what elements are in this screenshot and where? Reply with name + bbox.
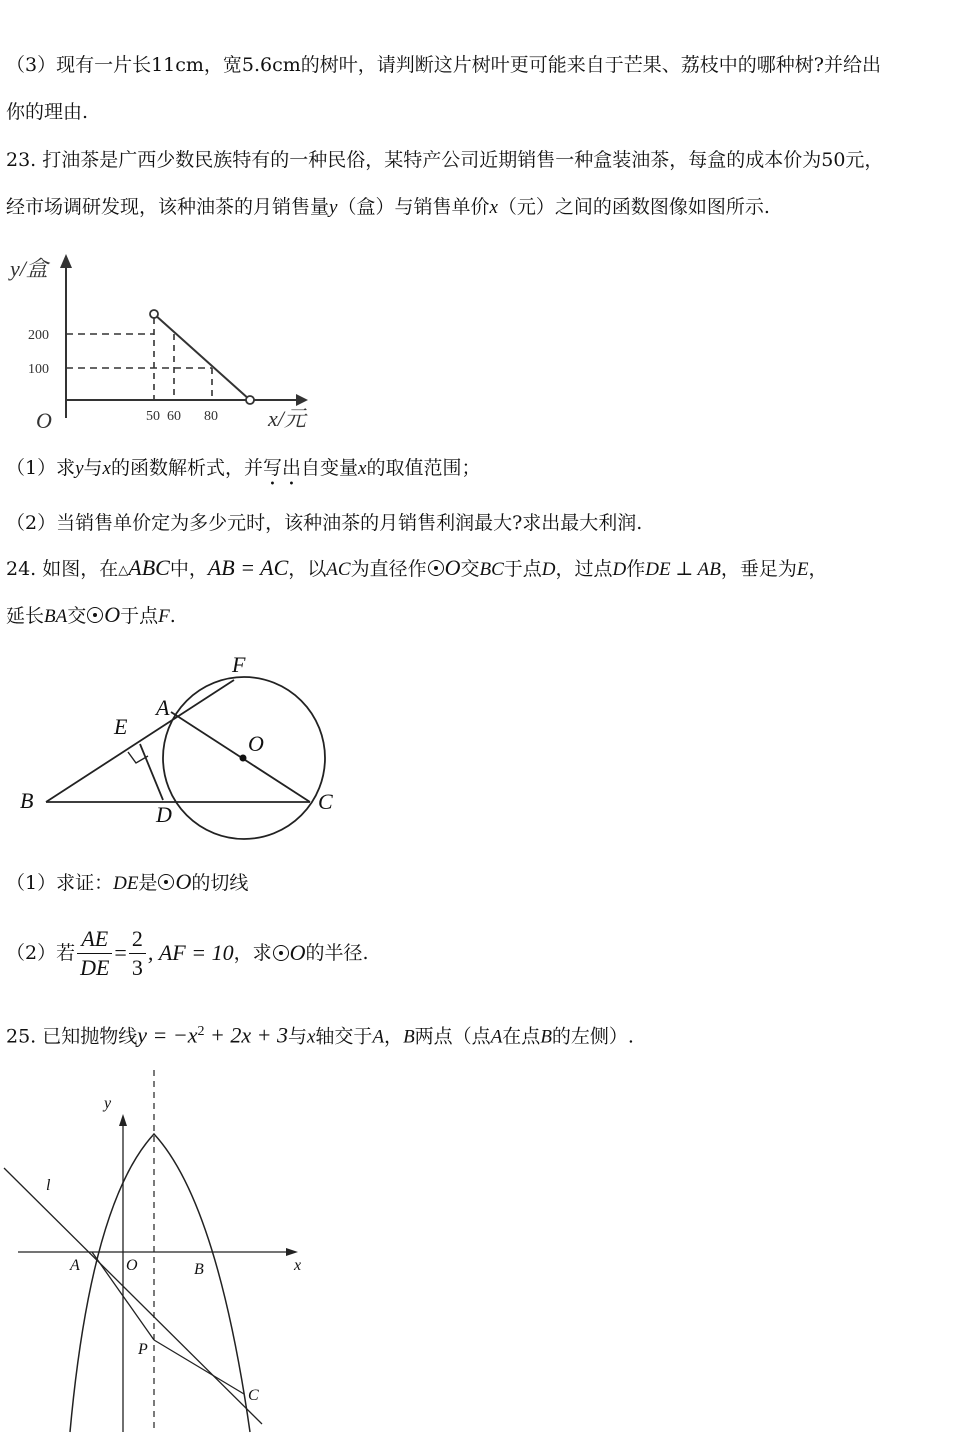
y-axis-arrow — [119, 1114, 127, 1126]
q24-part1: （1）求证：DE是 O的切线 — [6, 869, 249, 894]
label-c: C — [248, 1387, 259, 1404]
y-axis-label: y/盒 — [10, 256, 48, 281]
q23-stem-line2: 经市场调研发现，该种油茶的月销售量y（盒）与销售单价x（元）之间的函数图像如图所示. — [6, 196, 770, 218]
circle-o-symbol — [158, 874, 174, 890]
open-endpoint-start — [150, 310, 158, 318]
q24-part2: （2）若 $\frac{AE}{DE}$ = $\frac{2}{3}$ , AF = 10，求 O的半径. — [6, 925, 369, 980]
parabola-curve — [70, 1134, 250, 1432]
x-axis-label: x/元 — [268, 406, 306, 431]
label-y: y — [104, 1095, 112, 1112]
label-a: A — [156, 695, 170, 720]
origin-label: O — [36, 408, 52, 433]
label-c: C — [318, 789, 333, 814]
y-tick-200: 200 — [28, 328, 49, 343]
y-tick-100: 100 — [28, 362, 49, 377]
open-endpoint-end — [246, 396, 254, 404]
segment-pc — [154, 1340, 244, 1394]
label-a: A — [70, 1257, 80, 1274]
x-axis-arrow — [286, 1248, 298, 1256]
label-b: B — [194, 1261, 204, 1278]
center-dot — [240, 755, 247, 762]
segment-de — [140, 744, 163, 800]
q22-part3-line1: （3）现有一片长11cm，宽5.6cm的树叶，请判断这片树叶更可能来自于芒果、荔枝中的哪种树?并给出 — [6, 54, 881, 76]
x-tick-80: 80 — [204, 409, 218, 424]
fraction-ae-de: $\frac{AE}{DE}$ — [77, 925, 112, 982]
segment-bf — [46, 680, 234, 802]
x-tick-60: 60 — [167, 409, 181, 424]
y-axis-arrow — [60, 254, 72, 268]
fraction-2-3: $\frac{2}{3}$ — [129, 925, 146, 982]
label-e: E — [114, 714, 128, 739]
label-l: l — [46, 1177, 51, 1194]
label-o: O — [248, 731, 264, 756]
x-tick-50: 50 — [146, 409, 160, 424]
label-b: B — [20, 788, 34, 813]
circle-o-symbol — [273, 945, 289, 961]
label-x: x — [294, 1257, 302, 1274]
q24-figure — [6, 648, 346, 848]
q25-stem: 25. 已知抛物线$y = -x^2 + 2x + 3$与x轴交于A，B两点（点A在点B的左侧）. — [6, 1022, 634, 1048]
circle-o-symbol — [428, 560, 444, 576]
line-l — [4, 1168, 262, 1424]
x-axis-arrow — [296, 394, 308, 406]
q24-stem-line1: 24. 如图，在△ABC中，AB = AC，以AC为直径作 O交BC于点D，过点D作DE ⊥ AB，垂足为E， — [6, 555, 828, 580]
label-d: D — [156, 802, 172, 827]
q23-stem-line1: 23. 打油茶是广西少数民族特有的一种民俗，某特产公司近期销售一种盒装油茶，每盒的成本价为50元， — [6, 149, 884, 171]
q25-figure — [0, 1064, 320, 1434]
label-f: F — [232, 652, 246, 677]
sales-line — [154, 314, 250, 400]
q23-part1: （1）求y与x的函数解析式，并写出自变量x的取值范围； — [6, 457, 481, 479]
q23-sales-graph — [6, 248, 326, 438]
q23-part2: （2）当销售单价定为多少元时，该种油茶的月销售利润最大?求出最大利润. — [6, 512, 643, 534]
label-p: P — [138, 1341, 148, 1358]
label-o: O — [126, 1257, 138, 1274]
q24-stem-line2: 延长BA交 O于点F. — [6, 602, 176, 627]
right-angle-mark — [128, 752, 148, 763]
q22-part3-line2: 你的理由. — [6, 101, 89, 123]
circle-o-symbol — [87, 607, 103, 623]
